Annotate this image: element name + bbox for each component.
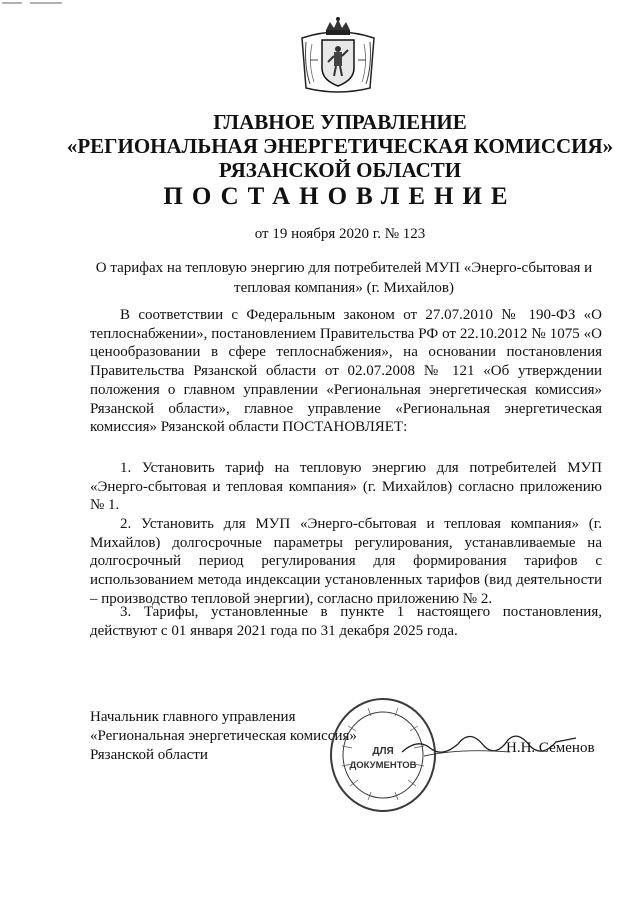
stamp-center-line-1: ДЛЯ	[372, 746, 394, 757]
document-subject: О тарифах на тепловую энергию для потребителей МУП «Энерго-сбытовая и тепловая компания» (г. Михайлов)	[95, 260, 593, 296]
preamble-paragraph: В соответствии с Федеральным законом от 27.07.2010 № 190-ФЗ «О теплоснабжении», постановлением Правительства РФ от 22.10.2012 № 1075 «О ценообразовании в сфере теплоснабжения», на основании постановления Правительства Рязанской области от 02.07.2008 № 121 «Об утверждении положения о главном управлении «Региональная энергетическая комиссия» Рязанской области», главное управление «Региональная энергетическая комиссия» Рязанской области ПОСТАНОВЛЯЕТ:	[90, 307, 602, 436]
signatory-position-line-2: «Региональная энергетическая комиссия»	[90, 728, 357, 744]
resolution-item-3: 3. Тарифы, установленные в пункте 1 настоящего постановления, действуют с 01 января 2021 года по 31 декабря 2025 года.	[90, 604, 602, 639]
issuer-line-3: РЯЗАНСКОЙ ОБЛАСТИ	[218, 158, 462, 182]
issuer-line-2: «РЕГИОНАЛЬНАЯ ЭНЕРГЕТИЧЕСКАЯ КОМИССИЯ»	[66, 134, 614, 158]
resolution-item-1: 1. Установить тариф на тепловую энергию для потребителей МУП «Энерго-сбытовая и тепловая компания» (г. Михайлов) согласно приложению № 1.	[90, 460, 602, 514]
signatory-position	[90, 708, 357, 765]
resolution-item-2: 2. Установить для МУП «Энерго-сбытовая и тепловая компания» (г. Михайлов) долгосрочные параметры регулирования, устанавливаемые на долгосрочный период регулирования для формирования тарифов с использованием метода индексации установленных тарифов (вид деятельности – производство тепловой энергии), согласно приложению № 2.	[90, 516, 602, 607]
document-date-number: от 19 ноября 2020 г. № 123	[254, 226, 426, 242]
issuer-line-1: ГЛАВНОЕ УПРАВЛЕНИЕ	[213, 110, 467, 134]
scan-marks	[0, 0, 70, 8]
stamp-center-line-2: ДОКУМЕНТОВ	[349, 760, 417, 771]
signatory-position-line-3: Рязанской области	[90, 747, 208, 763]
coat-of-arms-icon	[296, 16, 380, 96]
document-type-title: ПОСТАНОВЛЕНИЕ	[163, 183, 517, 210]
signatory-name: Н.Н. Семенов	[506, 740, 595, 756]
signatory-position-line-1: Начальник главного управления	[90, 709, 296, 725]
